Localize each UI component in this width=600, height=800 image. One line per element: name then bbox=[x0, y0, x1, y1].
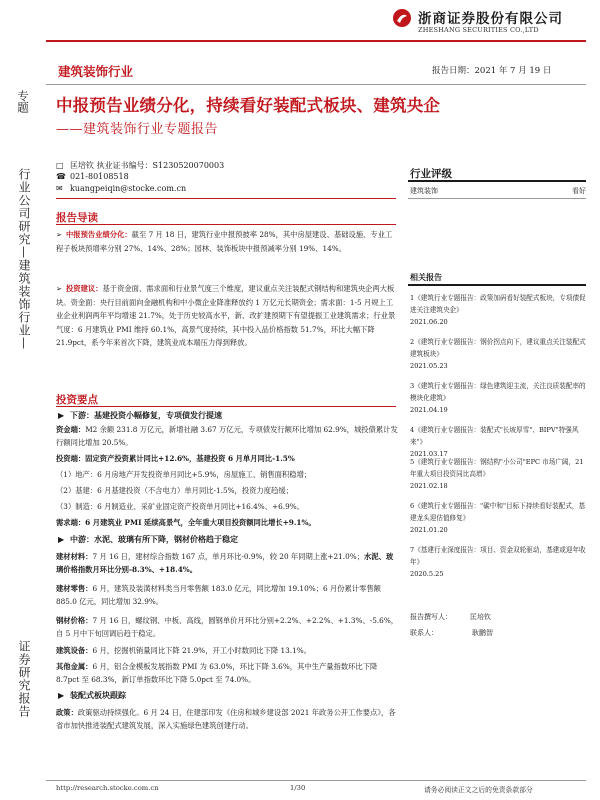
arrow-icon: ▶ bbox=[58, 535, 65, 544]
summary-heading: 报告导读 bbox=[56, 212, 98, 224]
bullet-icon: ➢ bbox=[56, 284, 63, 293]
paragraph-investment: 投资端：固定资产投资累计同比+12.6%，基建投资 6 月单月同比-1.5% bbox=[56, 454, 295, 463]
arrow-icon: ▶ bbox=[58, 691, 65, 700]
paragraph-demand: 需求端：6 月建筑业 PMI 延续高景气，全年重大项目投资额同比增长+9.1%。 bbox=[56, 518, 316, 527]
contact-phone bbox=[56, 172, 396, 181]
report-subtitle: ——建筑装饰行业专题报告 bbox=[56, 122, 219, 137]
report-date: 报告日期：2021 年 7 月 19 日 bbox=[432, 66, 552, 76]
footer-url[interactable]: http://research.stocke.com.cn bbox=[56, 784, 159, 792]
paragraph-equipment: 建筑设备：6 月，挖掘机销量同比下降 21.9%，开工小时数同比下降 13.1%。 bbox=[56, 646, 311, 655]
summary-divider bbox=[56, 224, 396, 225]
report-writer bbox=[410, 612, 586, 622]
phone-icon: ☎ bbox=[56, 172, 66, 181]
bullet-icon: ➢ bbox=[56, 230, 63, 239]
points-heading: 投资要点 bbox=[56, 394, 98, 406]
header-divider bbox=[46, 40, 586, 42]
related-report-item[interactable]: 3《建筑行业专题报告：绿色建筑迎主流，关注良质装配率的模块化建筑》 2021.04.19 bbox=[410, 382, 586, 415]
paragraph-retail: 建材零售：6 月，建筑及装潢材料类当月零售额 183.0 亿元，同比增加 19.10%；6 月份累计零售额 885.0 亿元，同比增加 32.9%。 bbox=[56, 584, 381, 607]
report-writer-label: 报告撰写人： bbox=[410, 613, 452, 621]
rating-value: 看好 bbox=[572, 187, 586, 195]
rating-industry: 建筑装饰 bbox=[410, 187, 438, 195]
paragraph-infrastructure: （2）基建：6 月基建投资（不含电力）单月同比-1.5%，投资力度趋缓； bbox=[56, 486, 293, 495]
section-midstream: ▶ 中游：水泥、玻璃有所下降，钢材价格趋于稳定 bbox=[58, 535, 238, 544]
section-prefab: ▶ 装配式板块跟踪 bbox=[58, 691, 126, 700]
rating-title: 行业评级 bbox=[410, 168, 452, 180]
title-divider bbox=[46, 84, 586, 85]
related-report-item[interactable]: 2《建筑行业专题报告：钢价拐点向下，建议重点关注装配式建筑板块》 2021.05.23 bbox=[410, 338, 586, 371]
related-report-item[interactable]: 6《建筑行业专题报告："碳中和"目标下持续看好装配式，基建龙头迎估值修复》 2021.01.20 bbox=[410, 502, 586, 535]
contact-analyst bbox=[56, 160, 396, 171]
side-label-report-type: 证券研究报告 bbox=[17, 640, 31, 718]
rating-divider bbox=[408, 198, 586, 199]
phone-number: 021-80108518 bbox=[70, 172, 129, 181]
side-label-category: 行业公司研究—建筑装饰行业— bbox=[17, 168, 31, 350]
related-reports-title: 相关报告 bbox=[410, 273, 442, 282]
paragraph-steel: 钢材价格：7 月 16 日，螺纹钢、中板、高线，圆钢单价月环比分别+2.2%、+2.2%、+1.3%、-5.6%，自 5 月中下旬回调后趋于稳定。 bbox=[56, 616, 399, 639]
industry-label: 建筑装饰行业 bbox=[58, 64, 134, 79]
related-report-item[interactable]: 7《基建行业深度报告：项目、资金双轮驱动，基建或迎年收年》 2020.5.25 bbox=[410, 546, 586, 579]
summary-paragraph: ➢ 投资建议：基于资金面、需求面和行业景气度三个维度，建议重点关注装配式钢结构和建筑央企两大板块。资金面：央行目前面向金融机构和中小微企业降准释放约 1 万亿元长期资金；需求面：1-5 月规上工业企业利润两年平均增速 21.7%，处于历史较高水平，新、改扩建预期下有望提振工业建筑需求；行业景气度：6 月建筑业 PMI 维持 60.1%，高景气度持续，其中投入品价格指数 51.7%，环比大幅下降 21.9pct，系今年来首次下降，建筑业成本端压力得到释放。 bbox=[56, 284, 396, 348]
rating-row bbox=[410, 186, 586, 196]
rating-bar bbox=[408, 180, 586, 182]
footer-divider bbox=[46, 780, 586, 781]
related-reports-bar bbox=[408, 284, 586, 286]
report-title: 中报预告业绩分化，持续看好装配式板块、建筑央企 bbox=[56, 96, 441, 115]
summary-paragraph: ➢ 中报预告业绩分化：截至 7 月 18 日，建筑行业中报预披率 28%，其中房屋建设、基础设施、专业工程子板块预增率分别 27%、14%、28%；园林、装饰板块中报预减率分别 19%、14%。 bbox=[56, 230, 393, 253]
paragraph-policy: 政策：政策驱动持续强化。6 月 24 日，住建部印发《住房和城乡建设部 2021 年政务公开工作要点》，各省市加快推进装配式建筑发展，深入实施绿色建筑创建行动。 bbox=[56, 708, 396, 731]
brand-logo-icon bbox=[392, 8, 412, 28]
contact-email bbox=[56, 184, 396, 193]
related-report-item[interactable]: 4《建筑行业专题报告：装配式"长坡厚雪"、BIPV"特强风来"》 2021.03.17 bbox=[410, 426, 579, 459]
side-label-topic: 专题 bbox=[16, 90, 30, 113]
email-address[interactable]: kuangpeiqin@stocke.com.cn bbox=[70, 184, 187, 193]
brand-name-cn: 浙商证券股份有限公司 bbox=[418, 11, 563, 27]
related-report-item[interactable]: 1《建筑行业专题报告：政策加码看好装配式板块，专项债促进关注建筑央企》 2021.06.20 bbox=[410, 294, 586, 327]
section-downstream: ▶ 下游：基建投资小幅修复，专项债发行提速 bbox=[58, 411, 222, 420]
email-icon: ✉ bbox=[56, 184, 63, 193]
paragraph-realestate: （1）地产：6 月房地产开发投资单月同比+5.9%，房屋施工、销售面积稳增； bbox=[56, 470, 312, 479]
analyst-cert: 匡培钦 执业证书编号：S1230520070003 bbox=[70, 161, 225, 170]
contact-person-name: 耿鹏智 bbox=[472, 629, 493, 637]
paragraph-building-materials: 建材材料：7 月 16 日，建材综合指数 167 点，单月环比-0.9%，较 20 年同期上涨+21.0%；水泥、玻璃价格指数月环比分别-8.3%、+18.4%。 bbox=[56, 552, 394, 575]
contact-person bbox=[410, 628, 586, 638]
paragraph-manufacturing: （3）制造：6 月制造业、采矿业固定资产投资单月同比+16.4%、+6.9%。 bbox=[56, 502, 304, 511]
paragraph-funding: 资金端：M2 余额 231.8 万亿元，新增社融 3.67 万亿元，专项债发行额环比增加 62.9%，城投债累计发行额同比增加 20.5%。 bbox=[56, 425, 398, 448]
contact-person-label: 联系人： bbox=[410, 629, 438, 637]
points-divider bbox=[56, 406, 396, 407]
related-report-item[interactable]: 5《建筑行业专题报告：钢结构"小公司"EPC 市场广阔，21 年重大项目投资同比高增》 2021.02.18 bbox=[410, 458, 584, 491]
disclaimer-note: 请务必阅读正文之后的免责条款部分 bbox=[424, 786, 533, 794]
arrow-icon: ▶ bbox=[58, 411, 65, 420]
paragraph-metals: 其他金属：6 月，铝合金模板发展指数 PMI 为 63.0%，环比下降 3.6%，其中生产量指数环比下降 8.7pct 至 68.3%，新订单指数环比下降 5.0pct 至 74.0%。 bbox=[56, 662, 378, 685]
brand-name-en: ZHESHANG SECURITIES CO.,LTD bbox=[418, 26, 539, 34]
page-number: 1/30 bbox=[290, 784, 306, 792]
user-icon: □ bbox=[56, 161, 64, 170]
report-writer-name: 匡培钦 bbox=[470, 613, 491, 621]
contact-divider bbox=[56, 198, 396, 199]
